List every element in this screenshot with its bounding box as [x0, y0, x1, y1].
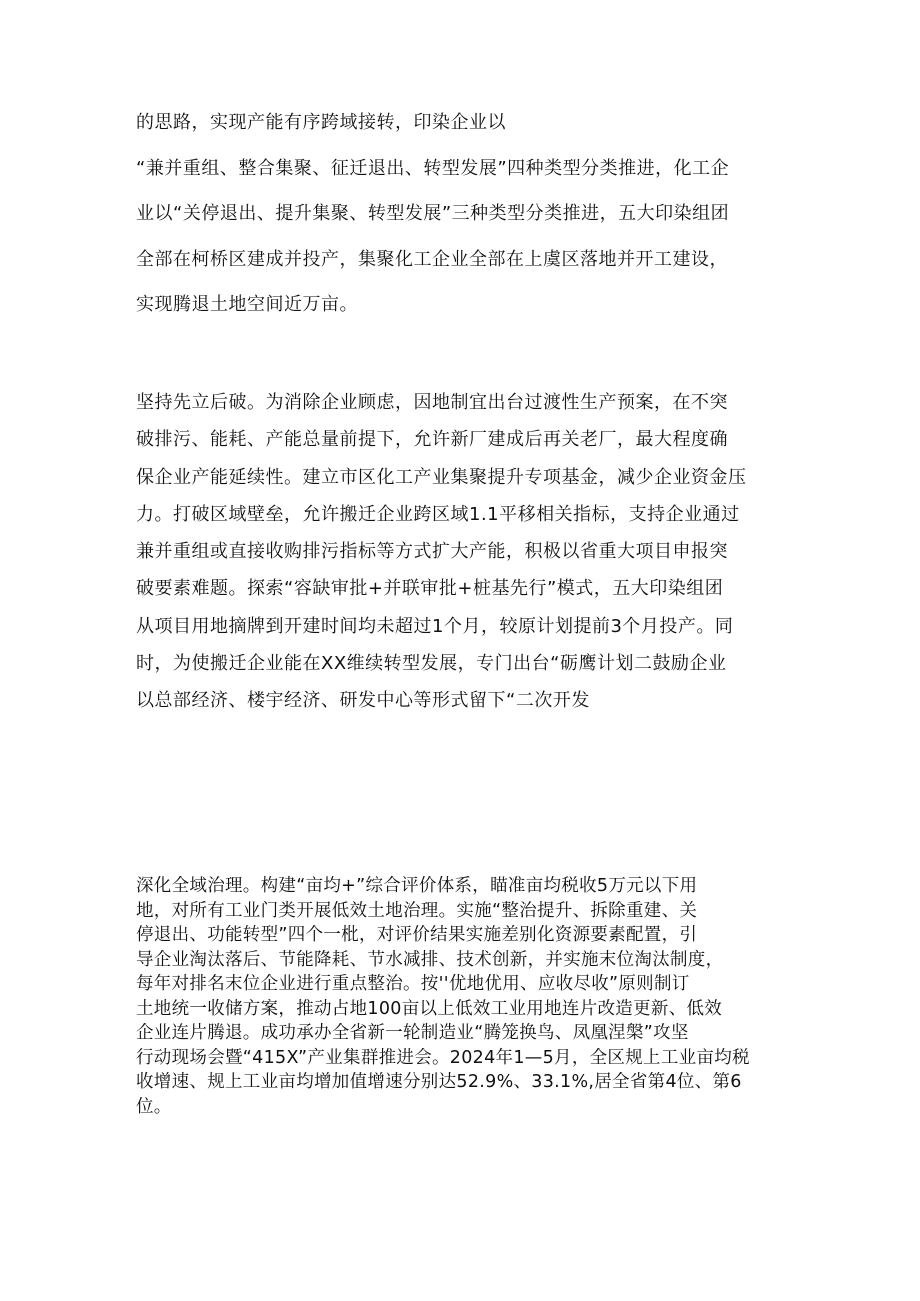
text-line: 导企业淘汰落后、节能降耗、节水减排、技术创新，并实施末位淘汰制度， [136, 949, 724, 970]
text-line: 力。打破区域壁垒，允许搬迁企业跨区域1.1平移相关指标，支持企业通过 [136, 503, 740, 525]
text-line: 保企业产能延续性。建立市区化工产业集聚提升专项基金，减少企业资金压 [136, 466, 747, 488]
text-line: 位。 [136, 1096, 172, 1117]
text-line: 实现腾退土地空间近万亩。 [136, 294, 358, 315]
text-line: 的思路，实现产能有序跨域接转，印染企业以 [136, 112, 506, 133]
text-line: 停退出、功能转型”四个一枇，对评价结果实施差别化资源要素配置，引 [136, 925, 698, 945]
paragraph-full-area-governance [136, 874, 796, 1119]
text-line: 行动现场会暨“415X”产业集群推进会。2024年1—5月，全区规上工业亩均税 [136, 1047, 750, 1068]
text-line: 地，对所有工业门类开展低效土地治理。实施“整治提升、拆除重建、关 [136, 900, 698, 921]
text-line: 全部在柯桥区建成并投产，集聚化工企业全部在上虞区落地并开工建设， [136, 248, 728, 270]
text-line: 坚持先立后破。为消除企业顾虑，因地制宜出台过渡性生产预案，在不突 [136, 392, 728, 413]
text-line: 深化全域治理。构建“亩均+”综合评价体系，瞄准亩均税收5万元以下用 [136, 876, 698, 896]
text-line: 收增速、规上工业亩均增加值增速分别达52.9%、33.1%,居全省第4位、第6 [136, 1072, 742, 1092]
text-line: 从项目用地摘牌到开建时间均未超过1个月，较原计划提前3个月投产。同 [136, 615, 734, 637]
text-line: 土地统一收储方案，推动占地100亩以上低效工业用地连片改造更新、低效 [136, 998, 723, 1019]
paragraph-relocation [136, 100, 796, 328]
text-line: 破要素难题。探索“容缺审批+并联审批+桩基先行”模式，五大印染组团 [136, 578, 724, 600]
text-line: 业以“关停退出、提升集聚、转型发展”三种类型分类推进，五大印染组团 [136, 203, 730, 224]
text-line: 破排污、能耗、产能总量前提下，允许新厂建成后再关老厂，最大程度确 [136, 429, 728, 451]
text-line: 兼并重组或直接收购排污指标等方式扩大产能，积极以省重大项目申报突 [136, 541, 728, 563]
text-line: 企业连片腾退。成功承办全省新一轮制造业“腾笼换鸟、凤凰涅槃”攻坚 [136, 1023, 689, 1043]
text-line: “兼并重组、整合集聚、征迁退出、转型发展”四种类型分类推进，化工企 [136, 157, 730, 179]
paragraph-build-before-break [136, 384, 796, 720]
text-line: 以总部经济、楼宇经济、研发中心等形式留下“二次开发 [136, 690, 590, 712]
text-line: 每年对排名末位企业进行重点整治。按''优地优用、应收尽收”原则制订 [136, 974, 690, 994]
text-line: 时，为使搬迁企业能在XX维续转型发展，专门出台“砺鹰计划二鼓励企业 [136, 653, 727, 675]
